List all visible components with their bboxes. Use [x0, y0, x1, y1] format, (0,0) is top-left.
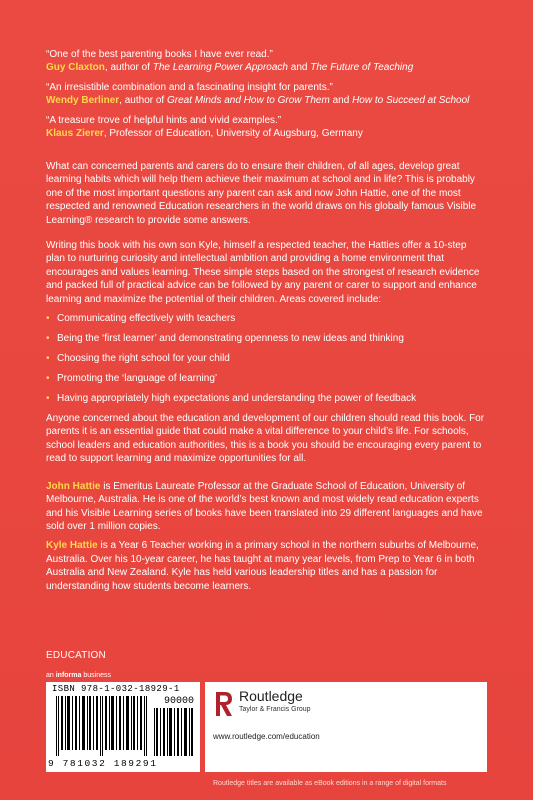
list-item-text: Promoting the ‘language of learning’ — [57, 373, 218, 385]
book-title: Great Minds and How to Grow Them — [166, 95, 330, 106]
list-item — [46, 312, 486, 325]
author-bio-john — [46, 480, 486, 534]
endorser-name: Guy Claxton — [46, 62, 105, 73]
publisher-url: www.routledge.com/education — [213, 732, 320, 741]
attribution-text: and — [329, 95, 353, 106]
bullet-icon: • — [46, 353, 50, 365]
list-item-text: Being the ‘first learner’ and demonstrating openness to new ideas and thinking — [57, 333, 404, 345]
list-item — [46, 392, 486, 405]
quote-text: “An irresistible combination and a fascinating insight for parents.” — [46, 82, 333, 93]
isbn-number: ISBN 978-1-032-18929-1 — [52, 684, 180, 694]
book-title: How to Succeed at School — [352, 95, 470, 106]
endorsement-3 — [46, 114, 486, 140]
publisher-group: Taylor & Francis Group — [239, 706, 311, 713]
quote-text: “One of the best parenting books I have ever read.” — [46, 49, 273, 60]
endorsement-1 — [46, 48, 486, 74]
author-name: Kyle Hattie — [46, 540, 98, 552]
author-bio-text: is a Year 6 Teacher working in a primary school in the northern suburbs of Melbourne, Australia. Over his 10-year career, he has taught at many year levels, from Prep to Year 6 in both Australia and New Zealand. Kyle has held various leadership titles and has a passion for understanding how students become learners. — [46, 540, 479, 592]
informa-brand: informa — [55, 672, 82, 679]
endorser-name: Wendy Berliner — [46, 95, 120, 106]
attribution-text: , author of — [119, 95, 167, 106]
quote-text: “A treasure trove of helpful hints and vivid examples.” — [46, 115, 282, 126]
description-paragraph: What can concerned parents and carers do to ensure their children, of all ages, develop great learning habits which will help them achieve their maximum at school and in life? This is probably one of the most important questions any parent can ask and now John Hattie, one of the most respected and renowned Education researchers in the world draws on his globally famous Visible Learning® research to provide some answers. — [46, 161, 477, 226]
barcode-panel — [46, 682, 200, 772]
list-item-text: Communicating effectively with teachers — [57, 313, 236, 325]
publisher-name: Routledge — [239, 688, 303, 704]
book-title: The Learning Power Approach — [152, 62, 288, 73]
routledge-logo-icon — [213, 690, 235, 718]
bullet-icon: • — [46, 393, 50, 405]
author-bio-kyle — [46, 539, 486, 593]
endorsement-2 — [46, 81, 486, 107]
barcode-addon-icon — [154, 708, 194, 756]
informa-pre: an — [46, 672, 56, 679]
list-item-text: Choosing the right school for your child — [57, 353, 230, 365]
quote-attribution — [46, 61, 486, 74]
endorser-name: Klaus Zierer — [46, 128, 104, 139]
informa-tagline — [46, 672, 111, 679]
price-code: 90000 — [163, 696, 194, 707]
description-paragraph: Anyone concerned about the education and development of our children should read this book. For parents it is an essential guide that could make a vital difference to your child’s life. For schools, school leaders and education authorities, this is a book you should be encouraging every parent to read to support learning and maximize opportunities for all. — [46, 413, 485, 465]
barcode-main-icon — [56, 696, 148, 756]
bullet-icon: • — [46, 333, 50, 345]
areas-list — [46, 312, 486, 405]
bullet-icon: • — [46, 373, 50, 385]
author-bio-text: is Emeritus Laureate Professor at the Graduate School of Education, University of Melbourne, Australia. He is one of the world’s best known and most widely read education experts and his Visible Learning series of books have been translated into 29 different languages and have sold over 1 million copies. — [46, 480, 483, 532]
publisher-panel — [205, 682, 487, 772]
ebook-note: Routledge titles are available as eBook editions in a range of digital formats — [213, 780, 447, 787]
ean-number: 9 781032 189291 — [48, 758, 158, 769]
subject-category: EDUCATION — [46, 650, 106, 661]
description-paragraph: Writing this book with his own son Kyle, himself a respected teacher, the Hatties offer a 10-step plan to nurturing curiosity and intellectual ambition and providing a home environment that encourages and values learning. These simple steps based on the strongest of research evidence and packed full of practical advice can be followed by any parent or carer to support and enhance learning and maximize the potential of their children. Areas covered include: — [46, 240, 480, 305]
quote-attribution — [46, 94, 486, 107]
informa-post: business — [81, 672, 111, 679]
attribution-text: and — [288, 62, 311, 73]
book-title: The Future of Teaching — [310, 62, 414, 73]
attribution-text: , Professor of Education, University of Augsburg, Germany — [103, 128, 363, 139]
bullet-icon: • — [46, 313, 50, 325]
list-item — [46, 352, 486, 365]
list-item — [46, 332, 486, 345]
list-item-text: Having appropriately high expectations and understanding the power of feedback — [57, 393, 417, 405]
author-name: John Hattie — [46, 480, 101, 492]
quote-attribution — [46, 127, 486, 140]
list-item — [46, 372, 486, 385]
cover-text — [46, 48, 486, 593]
attribution-text: , author of — [104, 62, 153, 73]
